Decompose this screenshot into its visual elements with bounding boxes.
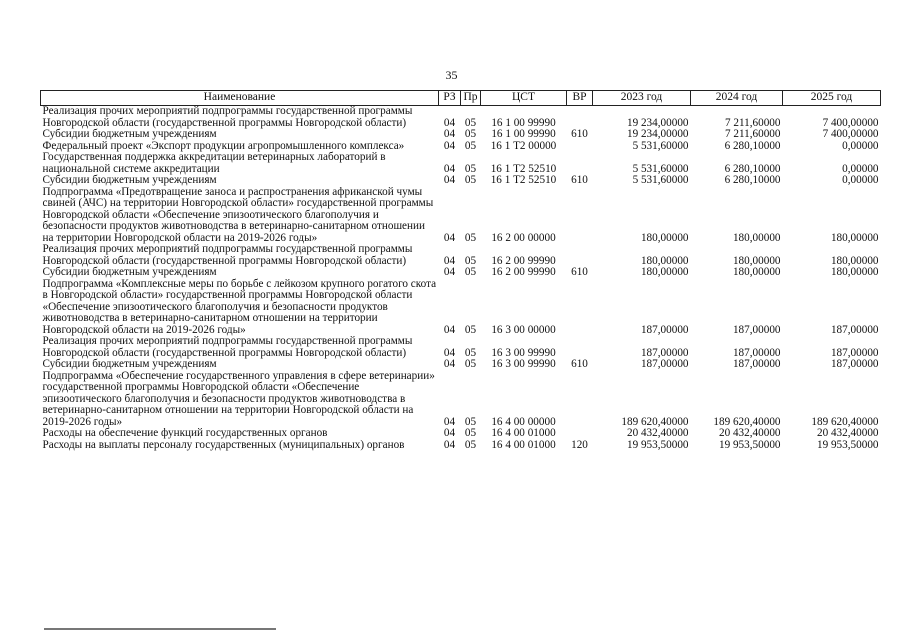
header-2023: 2023 год — [593, 91, 691, 106]
row-cst: 16 3 00 99990 — [491, 358, 556, 370]
row-2023: 19 234,00000 — [626, 116, 689, 129]
row-cst: 16 4 00 01000 — [491, 427, 556, 439]
row-vr — [567, 371, 593, 429]
row-pr: 05 — [464, 427, 477, 439]
row-2023: 180,00000 — [640, 231, 689, 244]
row-2024: 6 280,10000 — [724, 139, 781, 152]
table-row — [41, 129, 881, 141]
header-2025: 2025 год — [783, 91, 881, 106]
table-body — [41, 106, 881, 452]
row-2025: 180,00000 — [830, 231, 879, 244]
row-cst: 16 4 00 00000 — [491, 415, 556, 428]
row-vr — [567, 428, 593, 440]
row-rz: 04 — [443, 415, 456, 428]
table-header-row — [41, 91, 881, 106]
row-rz: 04 — [443, 128, 456, 140]
row-rz: 04 — [443, 254, 456, 267]
row-2023: 19 234,00000 — [626, 128, 689, 140]
row-rz: 04 — [443, 266, 456, 278]
row-pr: 05 — [464, 231, 477, 244]
row-name: Субсидии бюджетным учреждениям — [42, 266, 217, 278]
row-cst: 16 1 Т2 00000 — [490, 139, 557, 152]
row-pr: 05 — [464, 323, 477, 336]
table-row — [41, 336, 881, 359]
row-2025: 189 620,40000 — [811, 415, 879, 428]
bottom-rule — [44, 628, 276, 630]
row-cst: 16 2 00 99990 — [491, 266, 556, 278]
row-2025: 7 400,00000 — [822, 116, 879, 129]
row-2024: 187,00000 — [732, 346, 781, 359]
row-vr: 610 — [571, 358, 588, 370]
row-2024: 180,00000 — [732, 254, 781, 267]
row-2024: 19 953,50000 — [718, 438, 781, 451]
table-row — [41, 152, 881, 175]
row-name: Реализация прочих мероприятий подпрограммы государственной программы Новгородской области (государственной программы Новгородской области) — [42, 335, 413, 359]
table-row — [41, 267, 881, 279]
row-pr: 05 — [464, 358, 477, 370]
header-2024: 2024 год — [691, 91, 783, 106]
row-2023: 5 531,60000 — [632, 139, 689, 152]
row-vr — [567, 141, 593, 153]
row-name: Расходы на обеспечение функций государственных органов — [42, 427, 328, 439]
table-row — [41, 244, 881, 267]
row-name: Подпрограмма «Обеспечение государственного управления в сфере ветеринарии» государственной программы Новгородской области «Обеспечение эпизоотического благополучия и безопасности продуктов животноводства в ветеринарно-санитарном отношении на территории Новгородской области на 2019-2026 годы» — [42, 369, 435, 428]
row-cst: 16 2 00 00000 — [491, 231, 556, 244]
row-rz: 04 — [443, 438, 456, 451]
row-2024: 7 211,60000 — [724, 116, 781, 129]
row-name: Реализация прочих мероприятий подпрограммы государственной программы Новгородской области (государственной программы Новгородской области) — [42, 105, 413, 129]
row-pr: 05 — [464, 128, 477, 140]
row-vr — [567, 152, 593, 175]
row-rz: 04 — [443, 231, 456, 244]
row-2025: 20 432,40000 — [816, 427, 879, 439]
row-2023: 189 620,40000 — [621, 415, 689, 428]
row-2023: 20 432,40000 — [626, 427, 689, 439]
row-2025: 7 400,00000 — [822, 128, 879, 140]
row-2024: 189 620,40000 — [713, 415, 781, 428]
row-2025: 187,00000 — [830, 358, 879, 370]
row-pr: 05 — [464, 139, 477, 152]
row-pr: 05 — [464, 415, 477, 428]
row-rz: 04 — [443, 427, 456, 439]
row-2023: 180,00000 — [640, 266, 689, 278]
row-2025: 19 953,50000 — [816, 438, 879, 451]
table-row — [41, 371, 881, 429]
table-row — [41, 187, 881, 245]
row-vr: 610 — [571, 128, 588, 140]
row-vr: 610 — [571, 266, 588, 278]
row-2023: 5 531,60000 — [632, 162, 689, 175]
row-2024: 180,00000 — [732, 231, 781, 244]
row-name: Субсидии бюджетным учреждениям — [42, 174, 217, 186]
row-cst: 16 3 00 00000 — [491, 323, 556, 336]
row-rz: 04 — [443, 174, 456, 186]
row-2025: 180,00000 — [830, 254, 879, 267]
row-name: Расходы на выплаты персоналу государственных (муниципальных) органов — [42, 438, 405, 451]
row-2023: 187,00000 — [640, 358, 689, 370]
row-name: Подпрограмма «Комплексные меры по борьбе с лейкозом крупного рогатого скота в Новгородской области» государственной программы Новгородской области «Обеспечение эпизоотического благополучия и безопасности продуктов животноводства в ветеринарно-санитарном отношении на территории Новгородской области на 2019-2026 годы» — [42, 277, 437, 336]
table-row — [41, 428, 881, 440]
row-name: Субсидии бюджетным учреждениям — [42, 128, 217, 140]
table-row — [41, 175, 881, 187]
row-cst: 16 1 00 99990 — [491, 128, 556, 140]
row-vr — [567, 244, 593, 267]
row-pr: 05 — [464, 174, 477, 186]
header-cst: ЦСТ — [481, 91, 567, 106]
row-rz: 04 — [443, 162, 456, 175]
row-pr: 05 — [464, 116, 477, 129]
row-pr: 05 — [464, 438, 477, 451]
row-2024: 6 280,10000 — [724, 162, 781, 175]
table-row — [41, 359, 881, 371]
row-2024: 20 432,40000 — [718, 427, 781, 439]
row-cst: 16 1 00 99990 — [491, 116, 556, 129]
table-row — [41, 279, 881, 337]
header-name: Наименование — [41, 91, 439, 106]
row-cst: 16 1 Т2 52510 — [490, 174, 557, 186]
row-2024: 187,00000 — [732, 358, 781, 370]
row-2024: 180,00000 — [732, 266, 781, 278]
row-2024: 187,00000 — [732, 323, 781, 336]
row-2025: 180,00000 — [830, 266, 879, 278]
row-vr — [567, 106, 593, 130]
row-pr: 05 — [464, 266, 477, 278]
row-2023: 187,00000 — [640, 323, 689, 336]
row-vr: 610 — [571, 174, 588, 186]
row-rz: 04 — [443, 116, 456, 129]
row-2023: 180,00000 — [640, 254, 689, 267]
row-rz: 04 — [443, 346, 456, 359]
header-rz: РЗ — [439, 91, 461, 106]
row-name: Подпрограмма «Предотвращение заноса и распространения африканской чумы свиней (АЧС) на территории Новгородской области» государственной программы Новгородской области «Обеспечение эпизоотического благополучия и безопасности продуктов животноводства в ветеринарно-санитарном отношении на территории Новгородской области на 2019-2026 годы» — [42, 185, 434, 244]
row-2025: 0,00000 — [842, 174, 879, 186]
row-2025: 0,00000 — [842, 162, 879, 175]
page-number: 35 — [445, 68, 458, 82]
row-rz: 04 — [443, 139, 456, 152]
table-row — [41, 440, 881, 452]
row-2023: 187,00000 — [640, 346, 689, 359]
row-2023: 19 953,50000 — [626, 438, 689, 451]
header-pr: Пр — [461, 91, 481, 106]
row-vr — [567, 187, 593, 245]
row-2025: 0,00000 — [842, 139, 879, 152]
table-row — [41, 106, 881, 130]
row-name: Государственная поддержка аккредитации ветеринарных лабораторий в национальной системе аккредитации — [42, 151, 386, 175]
budget-table — [40, 90, 881, 451]
row-2025: 187,00000 — [830, 346, 879, 359]
row-cst: 16 3 00 99990 — [491, 346, 556, 359]
row-2024: 6 280,10000 — [724, 174, 781, 186]
row-2023: 5 531,60000 — [632, 174, 689, 186]
row-cst: 16 4 00 01000 — [491, 438, 556, 451]
row-vr: 120 — [571, 438, 588, 451]
row-vr — [567, 279, 593, 337]
row-pr: 05 — [464, 346, 477, 359]
row-2025: 187,00000 — [830, 323, 879, 336]
row-pr: 05 — [464, 162, 477, 175]
row-pr: 05 — [464, 254, 477, 267]
row-name: Федеральный проект «Экспорт продукции агропромышленного комплекса» — [42, 139, 405, 152]
row-rz: 04 — [443, 358, 456, 370]
row-rz: 04 — [443, 323, 456, 336]
row-vr — [567, 336, 593, 359]
row-cst: 16 1 Т2 52510 — [490, 162, 557, 175]
header-vr: ВР — [567, 91, 593, 106]
row-cst: 16 2 00 99990 — [491, 254, 556, 267]
row-2024: 7 211,60000 — [724, 128, 781, 140]
row-name: Реализация прочих мероприятий подпрограммы государственной программы Новгородской области (государственной программы Новгородской области) — [42, 243, 413, 267]
row-name: Субсидии бюджетным учреждениям — [42, 358, 217, 370]
